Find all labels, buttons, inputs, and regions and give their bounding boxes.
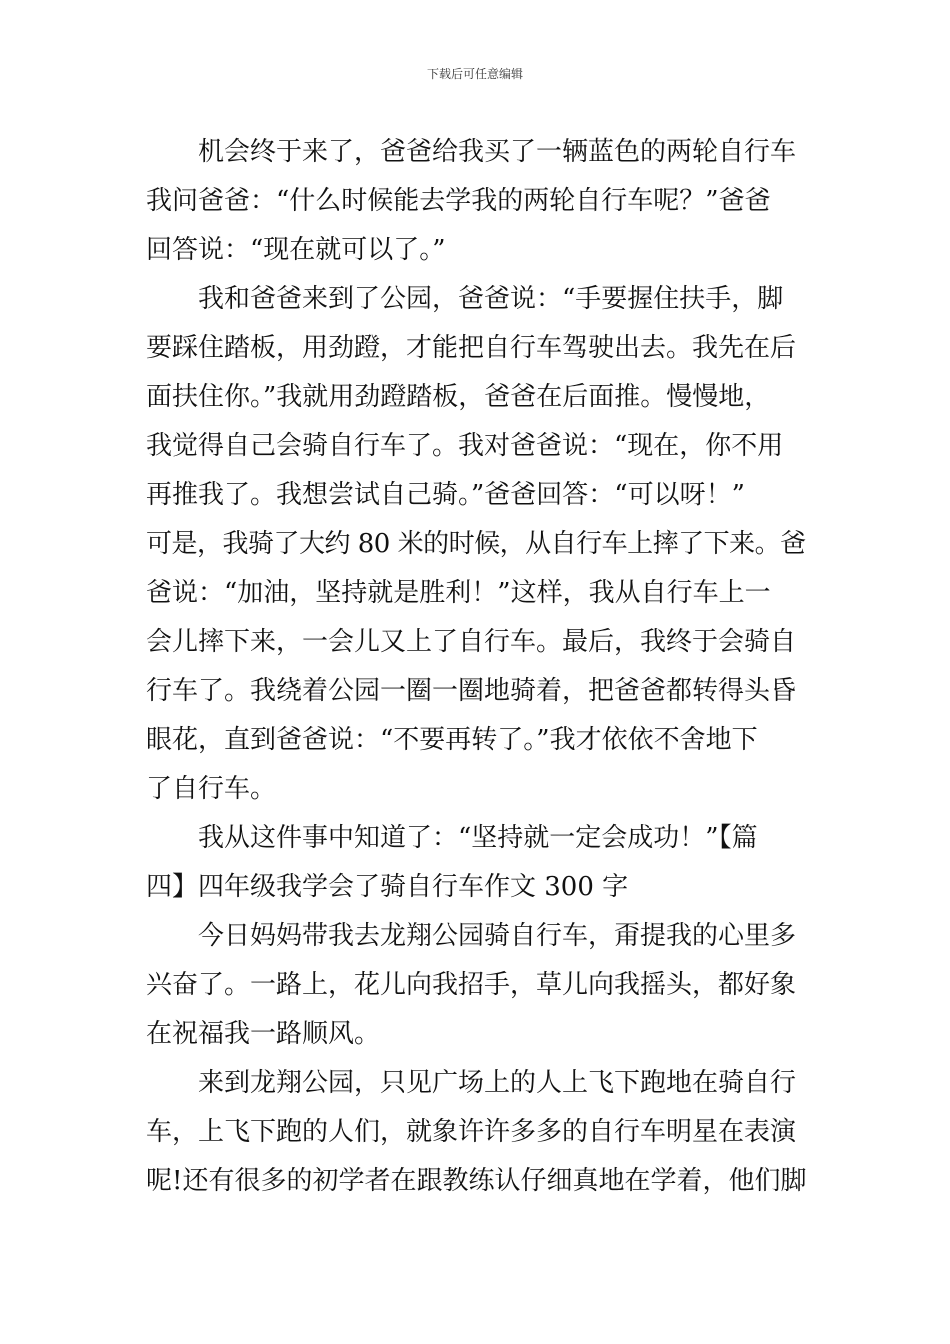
text-line: 我从这件事中知道了：“坚持就一定会成功！”【篇 [198,823,758,853]
text-line: 车，上飞下跑的人们，就象许许多多的自行车明星在表演 [146,1117,797,1147]
text-line: 在祝福我一路顺风。 [146,1019,381,1049]
text-line: 我问爸爸：“什么时候能去学我的两轮自行车呢？”爸爸 [146,186,771,216]
text-line: 今日妈妈带我去龙翔公园骑自行车，甭提我的心里多 [198,921,797,951]
text-line: 四】四年级我学会了骑自行车作文 300 字 [146,872,629,902]
text-line: 回答说：“现在就可以了。” [146,235,446,265]
text-line: 会儿摔下来，一会儿又上了自行车。最后，我终于会骑自 [146,627,797,657]
page-header: 下载后可任意编辑 [426,67,523,81]
text-line: 面扶住你。”我就用劲蹬踏板，爸爸在后面推。慢慢地， [146,382,771,412]
document-body [146,128,806,1206]
text-line: 我和爸爸来到了公园，爸爸说：“手要握住扶手，脚 [198,284,784,314]
text-line: 了自行车。 [146,774,277,804]
text-line: 呢!还有很多的初学者在跟教练认仔细真地在学着，他们脚 [146,1166,807,1196]
text-line: 可是，我骑了大约 80 米的时候，从自行车上摔了下来。爸 [146,529,806,559]
text-line: 来到龙翔公园，只见广场上的人上飞下跑地在骑自行 [198,1068,797,1098]
text-line: 兴奋了。一路上，花儿向我招手，草儿向我摇头，都好象 [146,970,797,1000]
text-line: 眼花，直到爸爸说：“不要再转了。”我才依依不舍地下 [146,725,758,755]
text-line: 要踩住踏板，用劲蹬，才能把自行车驾驶出去。我先在后 [146,333,797,363]
text-line: 行车了。我绕着公园一圈一圈地骑着，把爸爸都转得头昏 [146,676,797,706]
text-line: 机会终于来了，爸爸给我买了一辆蓝色的两轮自行车 [198,137,797,167]
text-line: 我觉得自己会骑自行车了。我对爸爸说：“现在，你不用 [146,431,784,461]
text-line: 爸说：“加油，坚持就是胜利！”这样，我从自行车上一 [146,578,771,608]
text-line: 再推我了。我想尝试自己骑。”爸爸回答：“可以呀！” [146,480,745,510]
